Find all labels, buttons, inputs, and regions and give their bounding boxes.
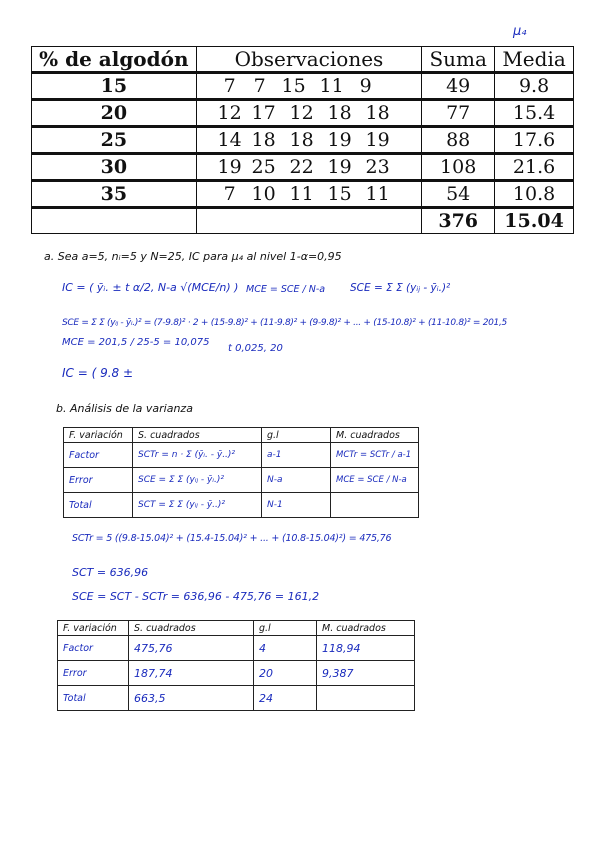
source-cell: Factor <box>58 636 129 661</box>
table-row <box>32 127 574 154</box>
header-observations: Observaciones <box>196 47 422 73</box>
total-empty-cell <box>32 208 197 234</box>
mean-cell: 10.8 <box>495 181 574 208</box>
header-source: F. variación <box>64 428 133 443</box>
ss-cell: 663,5 <box>129 686 254 711</box>
header-ms: M. cuadrados <box>317 621 415 636</box>
total-empty-cell <box>196 208 422 234</box>
table-total-row <box>32 208 574 234</box>
mean-cell: 17.6 <box>495 127 574 154</box>
header-ss: S. cuadrados <box>133 428 262 443</box>
table-row <box>32 100 574 127</box>
ms-cell: 118,94 <box>317 636 415 661</box>
ms-cell: MCTr = SCTr / a-1 <box>331 443 419 468</box>
source-cell: Total <box>64 493 133 518</box>
table-row <box>64 468 419 493</box>
header-df: g.l <box>262 428 331 443</box>
level-cell: 35 <box>32 181 197 208</box>
obs-cell: 19 25 22 19 23 <box>196 154 422 181</box>
top-note: μ₄ <box>513 24 527 39</box>
sce-definition: SCE = Σ Σ (yᵢⱼ - ȳᵢ.)² <box>350 282 451 294</box>
total-sum-cell: 376 <box>422 208 495 234</box>
part-a-statement: a. Sea a=5, nᵢ=5 y N=25, IC para μ₄ al nivel 1-α=0,95 <box>44 250 342 263</box>
anova-template-table <box>63 427 419 518</box>
table-row <box>64 443 419 468</box>
table-row <box>32 181 574 208</box>
mean-cell: 21.6 <box>495 154 574 181</box>
level-cell: 20 <box>32 100 197 127</box>
ms-cell: MCE = SCE / N-a <box>331 468 419 493</box>
ic-formula: IC = ( ȳᵢ. ± t α/2, N-a √(MCE/n) ) <box>62 281 239 294</box>
df-cell: N-1 <box>262 493 331 518</box>
header-sum: Suma <box>422 47 495 73</box>
table-row <box>58 686 415 711</box>
obs-cell: 12 17 12 18 18 <box>196 100 422 127</box>
total-mean-cell: 15.04 <box>495 208 574 234</box>
mce-definition: MCE = SCE / N-a <box>246 284 326 295</box>
ms-cell: 9,387 <box>317 661 415 686</box>
sce-calculation: SCE = Σ Σ (yᵢⱼ - ȳᵢ.)² = (7-9.8)² · 2 + (15-9.8)² + (11-9.8)² + (9-9.8)² + ... + (15-10.8)² + (11-10.8)² = 201,5 <box>62 318 507 328</box>
header-mean: Media <box>495 47 574 73</box>
anova-template-header <box>64 428 419 443</box>
table-row <box>32 154 574 181</box>
t-value: t 0,025, 20 <box>228 343 283 354</box>
df-cell: a-1 <box>262 443 331 468</box>
df-cell: N-a <box>262 468 331 493</box>
obs-cell: 7 7 15 11 9 <box>196 73 422 100</box>
ss-cell: 475,76 <box>129 636 254 661</box>
table-row <box>58 661 415 686</box>
mean-cell: 15.4 <box>495 100 574 127</box>
level-cell: 30 <box>32 154 197 181</box>
df-cell: 24 <box>254 686 317 711</box>
sum-cell: 49 <box>422 73 495 100</box>
header-df: g.l <box>254 621 317 636</box>
sct-value: SCT = 636,96 <box>72 566 149 579</box>
table-row <box>58 636 415 661</box>
source-cell: Error <box>64 468 133 493</box>
obs-cell: 7 10 11 15 11 <box>196 181 422 208</box>
sctr-calculation: SCTr = 5 ((9.8-15.04)² + (15.4-15.04)² + ... + (10.8-15.04)²) = 475,76 <box>72 533 392 544</box>
ic-partial: IC = ( 9.8 ± <box>62 366 134 380</box>
ss-cell: SCTr = n · Σ (ȳᵢ. - ȳ..)² <box>133 443 262 468</box>
sce-result: SCE = SCT - SCTr = 636,96 - 475,76 = 161,2 <box>72 590 320 603</box>
ss-cell: 187,74 <box>129 661 254 686</box>
table-header-row <box>32 47 574 73</box>
ss-cell: SCT = Σ Σ (yᵢⱼ - ȳ..)² <box>133 493 262 518</box>
level-cell: 15 <box>32 73 197 100</box>
header-source: F. variación <box>58 621 129 636</box>
ss-cell: SCE = Σ Σ (yᵢⱼ - ȳᵢ.)² <box>133 468 262 493</box>
sum-cell: 77 <box>422 100 495 127</box>
obs-cell: 14 18 18 19 19 <box>196 127 422 154</box>
level-cell: 25 <box>32 127 197 154</box>
df-cell: 4 <box>254 636 317 661</box>
sum-cell: 54 <box>422 181 495 208</box>
mce-calculation: MCE = 201,5 / 25-5 = 10,075 <box>62 337 210 348</box>
anova-results-table <box>57 620 415 711</box>
data-table <box>31 46 574 234</box>
sum-cell: 108 <box>422 154 495 181</box>
source-cell: Total <box>58 686 129 711</box>
ms-cell <box>317 686 415 711</box>
ms-cell <box>331 493 419 518</box>
header-ss: S. cuadrados <box>129 621 254 636</box>
anova-results-header <box>58 621 415 636</box>
df-cell: 20 <box>254 661 317 686</box>
part-b-heading: b. Análisis de la varianza <box>56 402 193 415</box>
source-cell: Error <box>58 661 129 686</box>
source-cell: Factor <box>64 443 133 468</box>
header-cotton: % de algodón <box>32 47 197 73</box>
mean-cell: 9.8 <box>495 73 574 100</box>
table-row <box>32 73 574 100</box>
sum-cell: 88 <box>422 127 495 154</box>
header-ms: M. cuadrados <box>331 428 419 443</box>
table-row <box>64 493 419 518</box>
